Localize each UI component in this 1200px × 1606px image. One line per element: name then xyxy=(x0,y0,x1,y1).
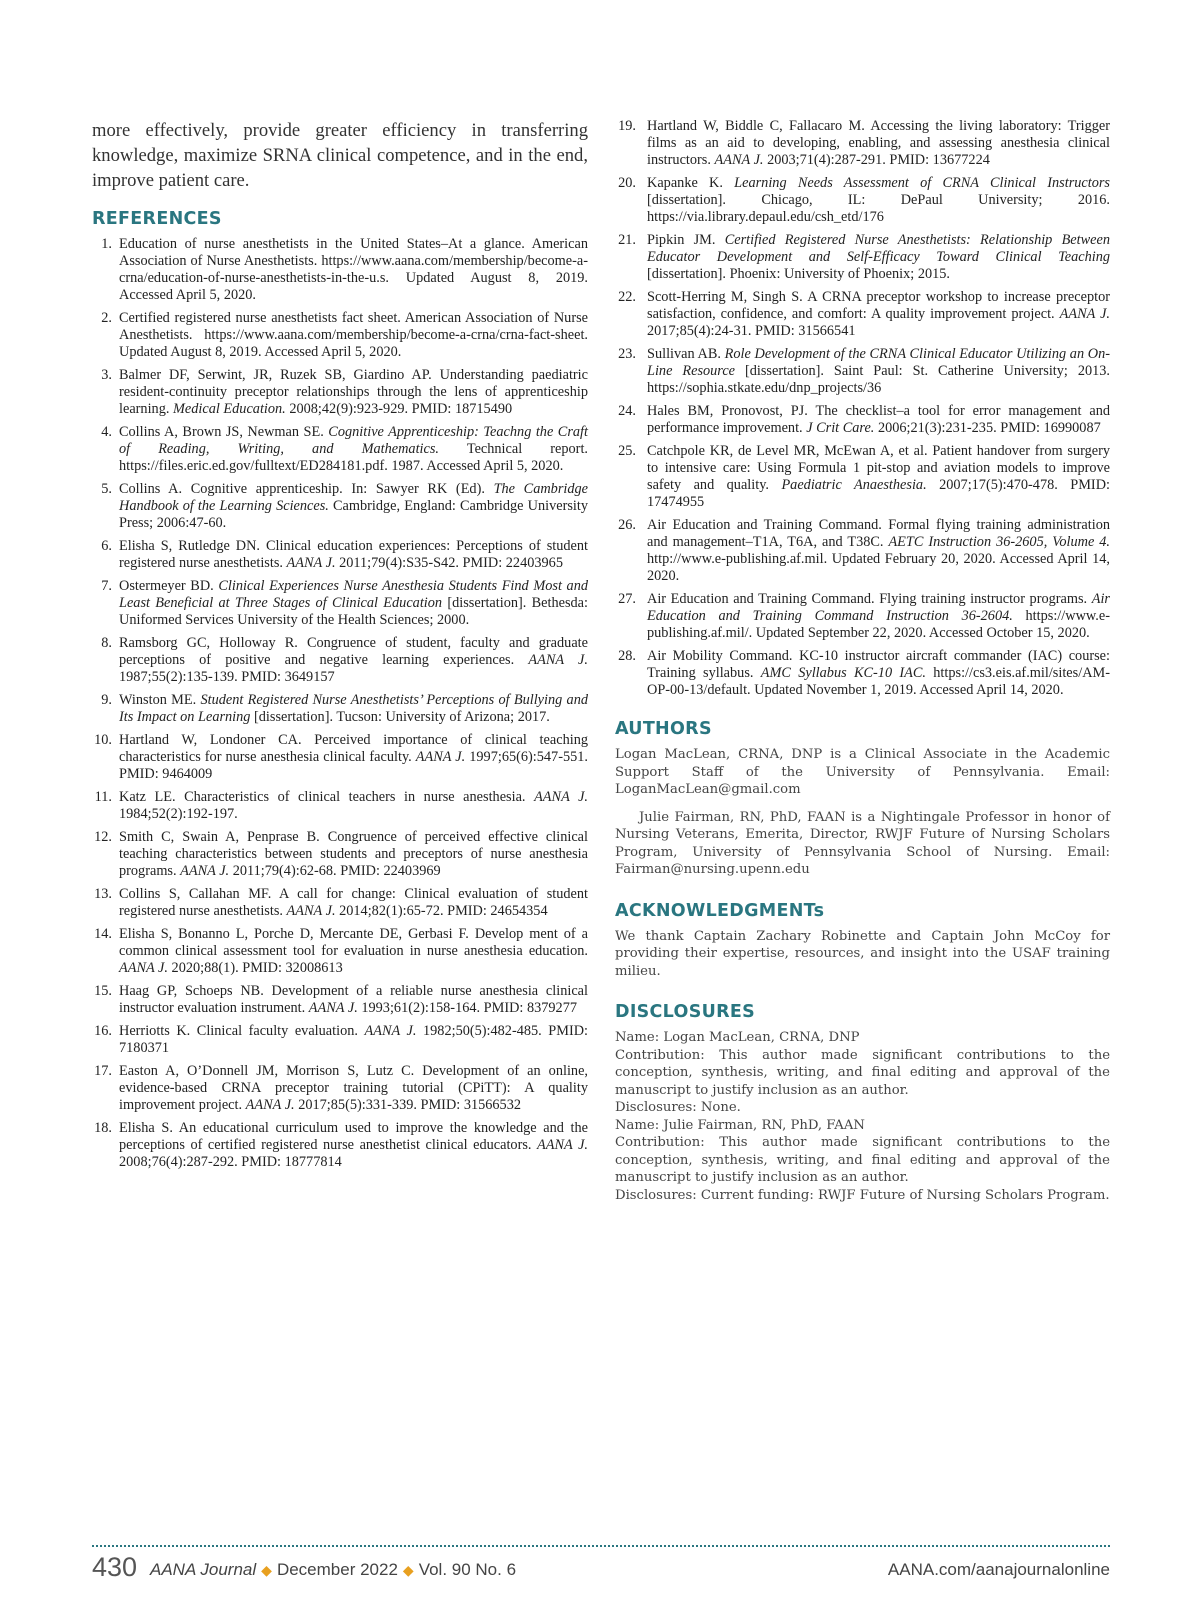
diamond-separator-icon: ◆ xyxy=(261,1562,272,1578)
reference-number: 23. xyxy=(618,346,636,362)
reference-text: Elisha S, Bonanno L, Porche D, Mercante DE, Gerbasi F. Develop ment of a common clinical assessment tool for evaluation in nurse anesthesia education. xyxy=(119,926,588,959)
disclosure-statement: Disclosures: Current funding: RWJF Future of Nursing Scholars Program. xyxy=(615,1187,1110,1203)
reference-text: Pipkin JM. xyxy=(647,232,725,248)
reference-item xyxy=(615,517,1110,585)
reference-source: Learning Needs Assessment of CRNA Clinical Instructors xyxy=(734,175,1110,191)
reference-source: AANA J. xyxy=(119,960,168,976)
reference-number: 4. xyxy=(101,424,112,440)
reference-text: Air Education and Training Command. Formal flying training administration and management–T1A, T6A, and T38C. xyxy=(647,517,1110,550)
reference-source: AANA J. xyxy=(364,1023,417,1039)
reference-item xyxy=(92,692,588,726)
reference-number: 21. xyxy=(618,232,636,248)
reference-text: Ramsborg GC, Holloway R. Congruence of student, faculty and graduate perceptions of positive and negative learning experiences. xyxy=(119,635,588,668)
reference-item xyxy=(92,310,588,361)
reference-text: Hartland W, Londoner CA. Perceived importance of clinical teaching characteristics for nurse anesthesia clinical faculty. xyxy=(119,732,588,765)
reference-source: AANA J. xyxy=(245,1097,295,1113)
reference-details: 2011;79(4):S35-S42. PMID: 22403965 xyxy=(335,555,563,571)
reference-text: Katz LE. Characteristics of clinical teachers in nurse anesthesia. xyxy=(119,789,535,805)
reference-source: AANA J. xyxy=(415,749,466,765)
reference-text: Collins A, Brown JS, Newman SE. xyxy=(119,424,329,440)
reference-source: The Cambridge Handbook of the Learning Sciences. xyxy=(119,481,588,514)
reference-number: 17. xyxy=(94,1063,112,1079)
author-bio-maclean: Logan MacLean, CRNA, DNP is a Clinical Associate in the Academic Support Staff of the University of Pennsylvania. Email: LoganMacLean@gmail.com xyxy=(615,747,1110,797)
reference-text: Collins A. Cognitive apprenticeship. In: Sawyer RK (Ed). xyxy=(119,481,494,497)
reference-number: 10. xyxy=(94,732,112,748)
reference-details: [dissertation]. Tucson: University of Arizona; 2017. xyxy=(250,709,550,725)
reference-details: 1997;65(6):547-551. PMID: 9464009 xyxy=(119,749,588,782)
reference-source: AMC Syllabus KC-10 IAC. xyxy=(760,665,926,681)
reference-text: Smith C, Swain A, Penprase B. Congruence of perceived effective clinical teaching characteristics between students and preceptors of nurse anesthesia programs. xyxy=(119,829,588,879)
reference-text: Collins S, Callahan MF. A call for change: Clinical evaluation of student registered nurse anesthetists. xyxy=(119,886,588,919)
reference-item xyxy=(615,346,1110,397)
reference-details: 1984;52(2):192-197. xyxy=(119,806,238,822)
reference-details: 2014;82(1):65-72. PMID: 24654354 xyxy=(335,903,548,919)
reference-number: 9. xyxy=(101,692,112,708)
reference-source: AANA J. xyxy=(1059,306,1110,322)
reference-details: 1993;61(2):158-164. PMID: 8379277 xyxy=(357,1000,577,1016)
reference-source: AANA J. xyxy=(286,903,336,919)
reference-details: http://www.e-publishing.af.mil. Updated February 20, 2020. Accessed April 14, 2020. xyxy=(647,551,1110,584)
reference-item xyxy=(92,236,588,304)
reference-source: Student Registered Nurse Anesthetists’ Perceptions of Bullying and Its Impact on Learning xyxy=(119,692,589,725)
disclosure-contribution: Contribution: This author made significant contributions to the conception, synthesis, writing, and final editing and approval of the manuscript to justify inclusion as an author. xyxy=(615,1135,1110,1185)
reference-details: Cambridge, England: Cambridge University Press; 2006:47-60. xyxy=(119,498,588,531)
reference-details: https://www.e-publishing.af.mil/. Updated September 22, 2020. Accessed October 15, 2020. xyxy=(647,608,1110,641)
reference-item xyxy=(92,983,588,1017)
volume-number: Vol. 90 No. 6 xyxy=(418,1560,517,1579)
reference-source: AANA J. xyxy=(286,555,336,571)
disclosure-statement: Disclosures: None. xyxy=(615,1100,741,1115)
reference-number: 1. xyxy=(101,236,112,252)
reference-details: 2008;76(4):287-292. PMID: 18777814 xyxy=(119,1154,342,1170)
reference-source: AANA J. xyxy=(180,863,230,879)
reference-text: Hartland W, Biddle C, Fallacaro M. Accessing the living laboratory: Trigger films as an aid to developing, enabling, and assessing anesthesia clinical instructors. xyxy=(647,118,1110,168)
reference-item xyxy=(92,829,588,880)
reference-number: 22. xyxy=(618,289,636,305)
journal-website-link[interactable]: AANA.com/aanajournalonline xyxy=(887,1560,1110,1579)
reference-item xyxy=(615,232,1110,283)
reference-text: Kapanke K. xyxy=(647,175,735,191)
reference-text: Elisha S, Rutledge DN. Clinical education experiences: Perceptions of student registered nurse anesthetists. xyxy=(119,538,588,571)
reference-text: Easton A, O’Donnell JM, Morrison S, Lutz C. Development of an online, evidence-based CRNA preceptor training tutorial (CPiTT): A quality improvement project. xyxy=(119,1063,588,1113)
reference-text: Air Education and Training Command. Flying training instructor programs. xyxy=(647,591,1092,607)
reference-number: 12. xyxy=(94,829,112,845)
reference-number: 20. xyxy=(618,175,636,191)
references-heading: REFERENCES xyxy=(92,209,222,229)
reference-number: 28. xyxy=(618,648,636,664)
reference-item xyxy=(92,732,588,783)
disclosure-name: Name: Logan MacLean, CRNA, DNP xyxy=(615,1030,860,1045)
reference-details: 2011;79(4):62-68. PMID: 22403969 xyxy=(229,863,441,879)
reference-item xyxy=(92,367,588,418)
disclosures-heading: DISCLOSURES xyxy=(615,1002,756,1022)
acknowledgments-text: We thank Captain Zachary Robinette and Captain John McCoy for providing their expertise, resources, and insight into the USAF training milieu. xyxy=(615,928,1110,979)
reference-source: Medical Education. xyxy=(173,401,286,417)
intro-paragraph: more effectively, provide greater efficiency in transferring knowledge, maximize SRNA clinical competence, and in the end, improve patient care. xyxy=(92,120,588,191)
reference-item xyxy=(92,1063,588,1114)
reference-number: 5. xyxy=(101,481,112,497)
reference-item xyxy=(615,289,1110,340)
reference-item xyxy=(92,481,588,532)
reference-details: 1982;50(5):482-485. PMID: 7180371 xyxy=(119,1023,589,1056)
reference-details: 2003;71(4):287-291. PMID: 13677224 xyxy=(763,152,990,168)
references-list-left xyxy=(92,236,588,1171)
reference-number: 6. xyxy=(101,538,112,554)
reference-item xyxy=(615,118,1110,169)
reference-number: 27. xyxy=(618,591,636,607)
issue-date: December 2022 xyxy=(276,1560,398,1579)
reference-text: Education of nurse anesthetists in the United States–At a glance. American Association of Nurse Anesthetists. https://www.aana.com/membership/become-a-crna/education-of-nurse-anesthetists-in-the-u.s. Updated August 8, 2019. Accessed April 5, 2020. xyxy=(119,236,588,303)
reference-source: AANA J. xyxy=(714,152,764,168)
reference-item xyxy=(92,635,588,686)
page-number: 430 xyxy=(92,1552,138,1582)
reference-item xyxy=(615,403,1110,437)
reference-text: Sullivan AB. xyxy=(647,346,725,362)
reference-number: 11. xyxy=(94,789,112,805)
reference-source: AANA J. xyxy=(528,652,588,668)
reference-text: Certified registered nurse anesthetists fact sheet. American Association of Nurse Anesthetists. https://www.aana.com/membership/become-a-crna/crna-fact-sheet. Updated August 8, 2019. Accessed April 5, 2020. xyxy=(119,310,588,360)
reference-details: [dissertation]. Bethesda: Uniformed Services University of the Health Sciences; 2000. xyxy=(119,595,588,628)
reference-text: Air Mobility Command. KC-10 instructor aircraft commander (IAC) course: Training syllabus. xyxy=(647,648,1110,681)
reference-item xyxy=(92,886,588,920)
reference-source: AETC Instruction 36-2605, Volume 4. xyxy=(888,534,1111,550)
reference-text: Elisha S. An educational curriculum used to improve the knowledge and the perceptions of certified registered nurse anesthetist clinical educators. xyxy=(119,1120,588,1153)
disclosure-contribution: Contribution: This author made significant contributions to the conception, synthesis, writing, and final editing and approval of the manuscript to justify inclusion as an author. xyxy=(615,1047,1110,1098)
reference-item xyxy=(615,175,1110,226)
reference-number: 8. xyxy=(101,635,112,651)
left-column xyxy=(92,118,588,1177)
reference-item xyxy=(92,1023,588,1057)
reference-number: 19. xyxy=(618,118,636,134)
page-footer xyxy=(92,1552,1110,1586)
reference-text: Catchpole KR, de Level MR, McEwan A, et al. Patient handover from surgery to intensive care: Using Formula 1 pit-stop and aviation models to improve safety and quality. xyxy=(647,443,1110,493)
reference-text: Winston ME. xyxy=(119,692,201,708)
reference-source: Certified Registered Nurse Anesthetists: Relationship Between Educator Development and Self-Efficacy Toward Clinical Teaching xyxy=(647,232,1111,265)
reference-number: 14. xyxy=(94,926,112,942)
reference-number: 2. xyxy=(101,310,112,326)
reference-item xyxy=(92,538,588,572)
author-bio-fairman: Julie Fairman, RN, PhD, FAAN is a Nightingale Professor in honor of Nursing Veterans, Emerita, Director, RWJF Future of Nursing Scholars Program, University of Pennsylvania School of Nursing. Email: Fairman@nursing.upenn.edu xyxy=(615,809,1110,877)
authors-heading: AUTHORS xyxy=(615,719,712,739)
reference-number: 18. xyxy=(94,1120,112,1136)
reference-details: 2007;17(5):470-478. PMID: 17474955 xyxy=(647,477,1110,510)
reference-number: 7. xyxy=(101,578,112,594)
reference-source: AANA J. xyxy=(534,789,588,805)
reference-number: 25. xyxy=(618,443,636,459)
reference-details: Technical report. https://files.eric.ed.gov/fulltext/ED284181.pdf. 1987. Accessed April 5, 2020. xyxy=(119,441,588,474)
reference-text: Balmer DF, Serwint, JR, Ruzek SB, Giardino AP. Understanding paediatric resident-continuity preceptor relationships through the lens of apprenticeship learning. xyxy=(119,367,588,417)
reference-number: 15. xyxy=(94,983,112,999)
reference-item xyxy=(92,926,588,977)
acknowledgments-heading: ACKNOWLEDGMENTs xyxy=(615,900,825,921)
references-list-right xyxy=(615,118,1110,699)
reference-item xyxy=(92,424,588,475)
reference-number: 24. xyxy=(618,403,636,419)
reference-source: J Crit Care. xyxy=(806,420,875,436)
disclosure-name: Name: Julie Fairman, RN, PhD, FAAN xyxy=(615,1117,865,1133)
reference-item xyxy=(615,443,1110,511)
reference-number: 13. xyxy=(94,886,112,902)
reference-item xyxy=(92,1120,588,1171)
reference-item xyxy=(615,648,1110,699)
reference-details: 1987;55(2):135-139. PMID: 3649157 xyxy=(119,669,335,685)
reference-details: [dissertation]. Phoenix: University of Phoenix; 2015. xyxy=(647,266,950,282)
diamond-separator-icon: ◆ xyxy=(402,1562,414,1578)
journal-name: AANA Journal xyxy=(150,1560,257,1579)
reference-source: Role Development of the CRNA Clinical Educator Utilizing an On-Line Resource xyxy=(647,346,1110,379)
reference-details: 2020;88(1). PMID: 32008613 xyxy=(167,960,343,976)
reference-source: Cognitive Apprenticeship: Teachng the Craft of Reading, Writing, and Mathematics. xyxy=(119,424,588,457)
reference-text: Herriotts K. Clinical faculty evaluation. xyxy=(119,1023,365,1039)
reference-number: 16. xyxy=(94,1023,112,1039)
reference-text: Ostermeyer BD. xyxy=(119,578,219,594)
right-column xyxy=(615,118,1110,1204)
reference-details: [dissertation]. Chicago, IL: DePaul University; 2016. https://via.library.depaul.edu/csh_etd/176 xyxy=(647,192,1110,225)
journal-citation xyxy=(150,1560,516,1580)
reference-number: 26. xyxy=(618,517,636,533)
reference-source: AANA J. xyxy=(308,1000,358,1016)
reference-text: Haag GP, Schoeps NB. Development of a reliable nurse anesthesia clinical instructor evaluation instrument. xyxy=(119,983,588,1016)
reference-details: 2008;42(9):923-929. PMID: 18715490 xyxy=(285,401,513,417)
reference-source: Clinical Experiences Nurse Anesthesia Students Find Most and Least Beneficial at Three Stages of Clinical Education xyxy=(119,578,588,611)
reference-item xyxy=(92,789,588,823)
reference-source: AANA J. xyxy=(537,1137,588,1153)
reference-item xyxy=(92,578,588,629)
reference-details: [dissertation]. Saint Paul: St. Catherine University; 2013. https://sophia.stkate.edu/dnp_projects/36 xyxy=(647,363,1110,396)
reference-details: 2017;85(5):331-339. PMID: 31566532 xyxy=(294,1097,522,1113)
reference-number: 3. xyxy=(101,367,112,383)
reference-details: 2006;21(3):231-235. PMID: 16990087 xyxy=(874,420,1101,436)
reference-text: Scott-Herring M, Singh S. A CRNA preceptor workshop to increase preceptor satisfaction, confidence, and comfort: A quality improvement project. xyxy=(647,289,1110,322)
reference-source: Air Education and Training Command Instruction 36-2604. xyxy=(647,591,1110,624)
footer-divider xyxy=(92,1545,1110,1547)
reference-text: Hales BM, Pronovost, PJ. The checklist–a tool for error management and performance improvement. xyxy=(647,403,1110,436)
reference-source: Paediatric Anaesthesia. xyxy=(781,477,927,493)
reference-details: https://cs3.eis.af.mil/sites/AM-OP-00-13/default. Updated November 1, 2019. Accessed April 14, 2020. xyxy=(647,665,1110,698)
reference-item xyxy=(615,591,1110,642)
reference-details: 2017;85(4):24-31. PMID: 31566541 xyxy=(647,323,856,339)
